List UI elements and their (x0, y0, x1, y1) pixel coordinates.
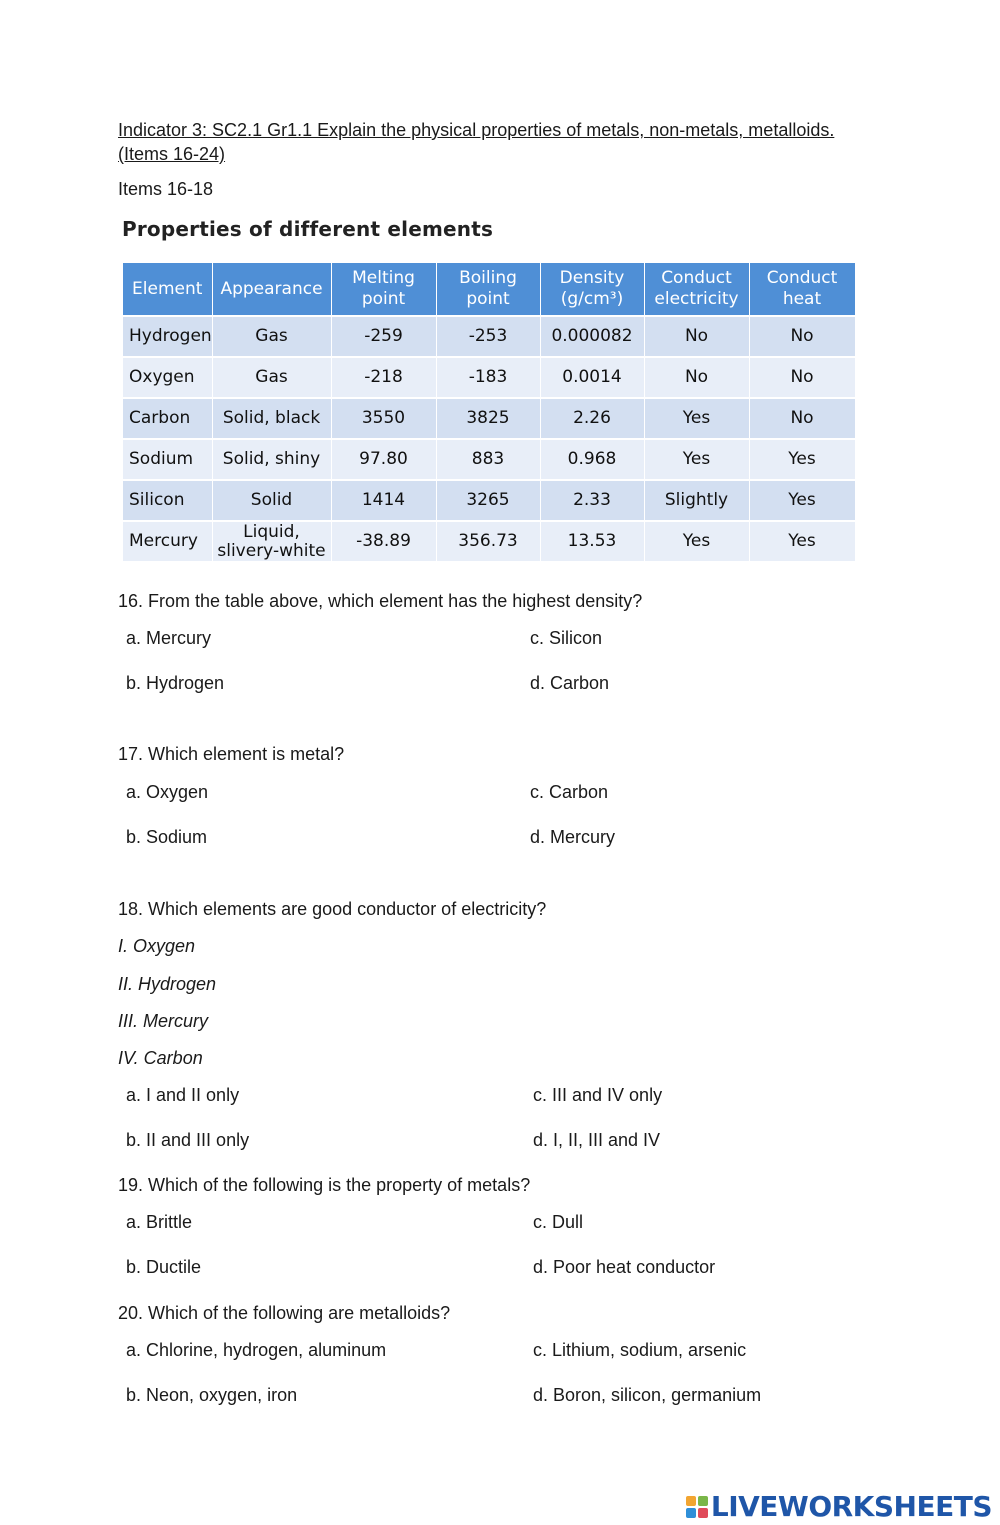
table-cell: Gas (212, 316, 331, 357)
table-cell: 3265 (436, 480, 540, 521)
q18-statement-1: I. Oxygen (118, 936, 196, 956)
properties-table (123, 263, 856, 561)
question-19: 19. Which of the following is the property of metals? (118, 1175, 531, 1195)
header-appearance: Appearance (212, 263, 331, 316)
table-cell: Solid (212, 480, 331, 521)
header-conduct-heat: Conduct heat (749, 263, 855, 316)
table-cell: 3825 (436, 398, 540, 439)
q19-option-a[interactable]: a. Brittle (126, 1212, 193, 1232)
table-cell: Solid, shiny (212, 439, 331, 480)
header-boiling-point: Boiling point (436, 263, 540, 316)
table-cell: 2.33 (540, 480, 644, 521)
table-cell: Liquid, slivery-white (212, 521, 331, 561)
table-cell: -38.89 (331, 521, 436, 561)
table-cell: -259 (331, 316, 436, 357)
table-cell: 356.73 (436, 521, 540, 561)
items-label: Items 16-18 (118, 179, 214, 199)
table-cell: No (749, 316, 855, 357)
table-cell: Gas (212, 357, 331, 398)
q17-option-b[interactable]: b. Sodium (126, 827, 208, 847)
table-row (123, 480, 855, 521)
q16-option-b[interactable]: b. Hydrogen (126, 673, 225, 693)
table-cell: Sodium (123, 439, 212, 480)
q20-option-c[interactable]: c. Lithium, sodium, arsenic (533, 1340, 747, 1360)
table-cell: No (644, 357, 749, 398)
table-cell: -183 (436, 357, 540, 398)
table-cell: Hydrogen (123, 316, 212, 357)
q16-option-c[interactable]: c. Silicon (530, 628, 603, 648)
table-row (123, 357, 855, 398)
header-density: Density (g/cm³) (540, 263, 644, 316)
table-cell: 0.0014 (540, 357, 644, 398)
logo-square (686, 1508, 696, 1518)
q18-option-b[interactable]: b. II and III only (126, 1130, 250, 1150)
table-cell: Yes (644, 398, 749, 439)
table-cell: Yes (644, 439, 749, 480)
header-conduct-electricity: Conduct electricity (644, 263, 749, 316)
question-18: 18. Which elements are good conductor of electricity? (118, 899, 547, 919)
table-cell: 13.53 (540, 521, 644, 561)
logo-text: LIVEWORKSHEETS (710, 1490, 992, 1523)
q20-option-d[interactable]: d. Boron, silicon, germanium (533, 1385, 762, 1405)
q18-statement-4: IV. Carbon (118, 1048, 203, 1068)
q18-statement-2: II. Hydrogen (118, 974, 217, 994)
logo-square (698, 1496, 708, 1506)
q20-option-b[interactable]: b. Neon, oxygen, iron (126, 1385, 298, 1405)
q19-option-b[interactable]: b. Ductile (126, 1257, 202, 1277)
q19-option-d[interactable]: d. Poor heat conductor (533, 1257, 716, 1277)
q16-option-a[interactable]: a. Mercury (126, 628, 212, 648)
table-cell: 1414 (331, 480, 436, 521)
table-cell: Silicon (123, 480, 212, 521)
logo-square (698, 1508, 708, 1518)
table-cell: 883 (436, 439, 540, 480)
question-20: 20. Which of the following are metalloids? (118, 1303, 451, 1323)
table-cell: Solid, black (212, 398, 331, 439)
q18-option-c[interactable]: c. III and IV only (533, 1085, 663, 1105)
question-17: 17. Which element is metal? (118, 744, 345, 764)
table-cell: 3550 (331, 398, 436, 439)
table-cell: No (749, 398, 855, 439)
table-cell: Yes (749, 521, 855, 561)
table-row (123, 521, 855, 561)
liveworksheets-logo (686, 1490, 992, 1523)
logo-square (686, 1496, 696, 1506)
table-cell: 97.80 (331, 439, 436, 480)
header-element: Element (123, 263, 212, 316)
header-melting-point: Melting point (331, 263, 436, 316)
q18-option-d[interactable]: d. I, II, III and IV (533, 1130, 661, 1150)
q16-option-d[interactable]: d. Carbon (530, 673, 610, 693)
indicator-heading: Indicator 3: SC2.1 Gr1.1 Explain the physical properties of metals, non-metals, metalloids.(Items 16-24) (118, 120, 835, 164)
table-row (123, 439, 855, 480)
table-cell: 0.000082 (540, 316, 644, 357)
table-title: Properties of different elements (122, 217, 494, 241)
table-row (123, 316, 855, 357)
table-header-row (123, 263, 855, 316)
table-cell: 0.968 (540, 439, 644, 480)
q17-option-a[interactable]: a. Oxygen (126, 782, 209, 802)
table-cell: Yes (749, 480, 855, 521)
q17-option-c[interactable]: c. Carbon (530, 782, 609, 802)
logo-squares-icon (686, 1496, 708, 1518)
table-cell: Slightly (644, 480, 749, 521)
q18-option-a[interactable]: a. I and II only (126, 1085, 240, 1105)
table-cell: No (749, 357, 855, 398)
table-cell: Yes (644, 521, 749, 561)
q20-option-a[interactable]: a. Chlorine, hydrogen, aluminum (126, 1340, 387, 1360)
q19-option-c[interactable]: c. Dull (533, 1212, 584, 1232)
table-cell: -253 (436, 316, 540, 357)
table-cell: -218 (331, 357, 436, 398)
q17-option-d[interactable]: d. Mercury (530, 827, 616, 847)
q18-statement-3: III. Mercury (118, 1011, 209, 1031)
table-cell: 2.26 (540, 398, 644, 439)
table-row (123, 398, 855, 439)
table-cell: Yes (749, 439, 855, 480)
table-cell: No (644, 316, 749, 357)
table-cell: Carbon (123, 398, 212, 439)
question-16: 16. From the table above, which element has the highest density? (118, 591, 643, 611)
table-cell: Mercury (123, 521, 212, 561)
table-cell: Oxygen (123, 357, 212, 398)
